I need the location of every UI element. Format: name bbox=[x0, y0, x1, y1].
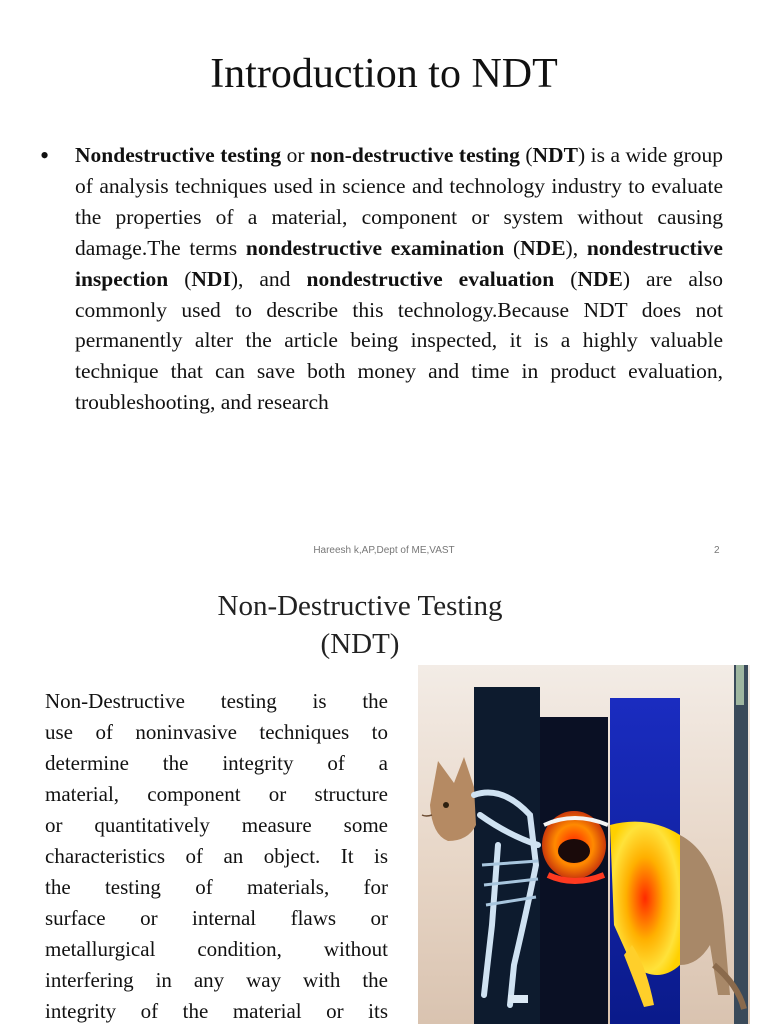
slide-2 bbox=[0, 565, 768, 1024]
term-bold: NDE bbox=[577, 266, 623, 291]
text-run: ) is a wide group of analysis techniques used in science and technology industry to evaluate the properties of a material, component or system without causing damage.The terms bbox=[75, 143, 723, 260]
term-bold: NDT bbox=[532, 143, 578, 167]
slide-footer: Hareesh k,AP,Dept of ME,VAST bbox=[313, 545, 455, 556]
term-bold: nondestructive evaluation bbox=[306, 266, 555, 291]
body-line: characteristics of an object. It is bbox=[45, 844, 388, 868]
page-number: 2 bbox=[714, 545, 720, 556]
body-line: interfering in any way with the bbox=[45, 968, 388, 992]
text-run: ), and bbox=[230, 266, 307, 291]
text-run: or bbox=[281, 143, 311, 167]
body-line: material, component or structure bbox=[45, 782, 388, 806]
text-run: ) are also commonly used to describe this technology.Because NDT does not permanently alter the article being inspected, it is a highly valuable technique that can save both money and time in product evaluation, troubleshooting, and research bbox=[75, 266, 723, 415]
body-line: determine the integrity of a bbox=[45, 751, 388, 775]
cat-imaging-figure bbox=[418, 665, 750, 1024]
bullet-point: • bbox=[40, 141, 50, 170]
body-line: the testing of materials, for bbox=[45, 875, 388, 899]
term-bold: NDI bbox=[191, 266, 231, 291]
term-bold: non-destructive testing bbox=[310, 143, 520, 167]
text-run: ( bbox=[554, 266, 578, 291]
term-bold: nondestructive inspection bbox=[75, 235, 723, 291]
body-line: or quantitatively measure some bbox=[45, 813, 388, 837]
body-line: surface or internal flaws or bbox=[45, 906, 388, 930]
body-paragraph bbox=[45, 686, 388, 1027]
bullet-paragraph bbox=[75, 140, 723, 418]
text-run: ( bbox=[519, 143, 533, 167]
body-line: use of noninvasive techniques to bbox=[45, 720, 388, 744]
edge-strip bbox=[734, 665, 748, 1024]
text-run: ( bbox=[168, 266, 192, 291]
term-bold: NDE bbox=[520, 235, 566, 260]
slide-title bbox=[0, 587, 720, 663]
term-bold: nondestructive examination bbox=[245, 235, 505, 260]
slide-title: Introduction to NDT bbox=[210, 51, 558, 97]
body-line: metallurgical condition, without bbox=[45, 937, 388, 961]
text-run: ), bbox=[565, 235, 587, 260]
term-bold: Nondestructive testing bbox=[75, 143, 282, 167]
body-line: integrity of the material or its bbox=[45, 999, 388, 1023]
text-run: ( bbox=[504, 235, 521, 260]
title-line: (NDT) bbox=[320, 628, 400, 660]
title-line: Non-Destructive Testing bbox=[217, 590, 503, 622]
body-line: Non-Destructive testing is the bbox=[45, 689, 388, 713]
